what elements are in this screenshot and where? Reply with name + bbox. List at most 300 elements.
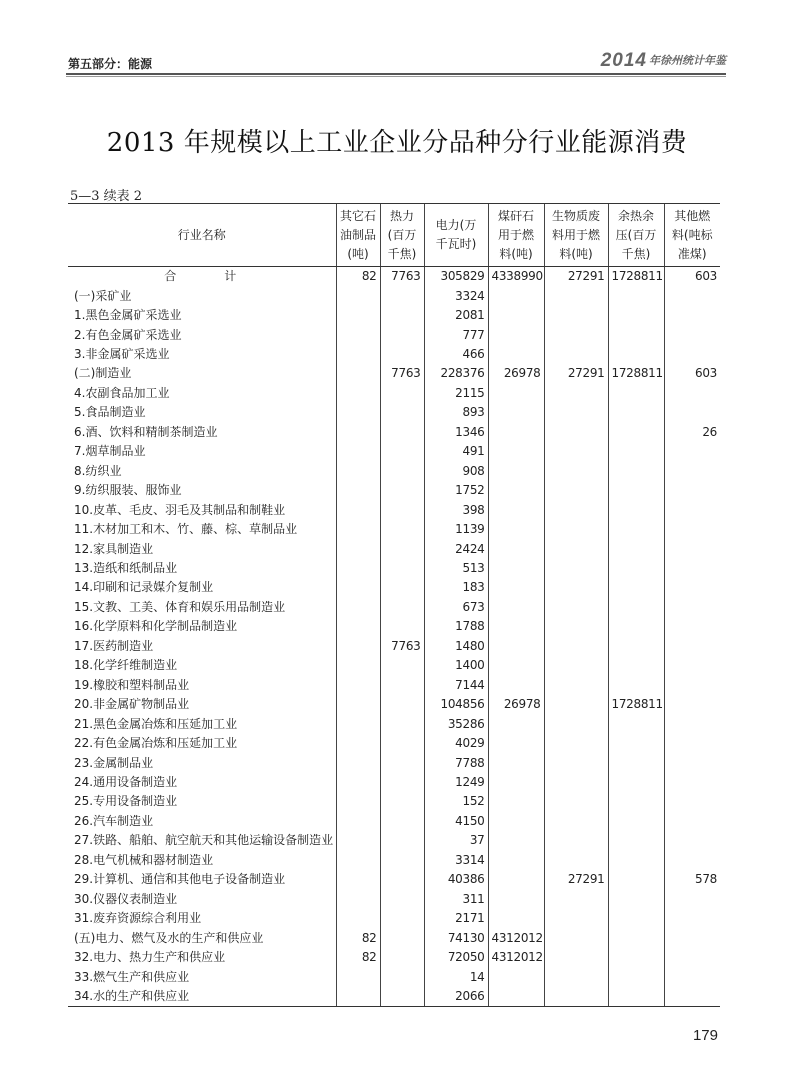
cell-value bbox=[380, 753, 424, 772]
cell-value bbox=[664, 442, 720, 461]
cell-value: 26978 bbox=[488, 695, 544, 714]
cell-value bbox=[608, 559, 664, 578]
cell-value bbox=[380, 792, 424, 811]
cell-value bbox=[664, 948, 720, 967]
cell-value bbox=[544, 734, 608, 753]
table-row bbox=[68, 909, 720, 928]
cell-value bbox=[608, 773, 664, 792]
cell-value bbox=[608, 384, 664, 403]
cell-value: 228376 bbox=[424, 364, 488, 383]
cell-value: 1139 bbox=[424, 520, 488, 539]
column-header bbox=[608, 204, 664, 267]
cell-value bbox=[336, 345, 380, 364]
cell-value bbox=[488, 773, 544, 792]
cell-value: 1728811 bbox=[608, 695, 664, 714]
cell-value bbox=[488, 909, 544, 928]
table-row bbox=[68, 890, 720, 909]
column-header bbox=[380, 204, 424, 267]
row-label: 22.有色金属冶炼和压延加工业 bbox=[74, 736, 238, 751]
column-header bbox=[336, 204, 380, 267]
cell-value bbox=[336, 637, 380, 656]
cell-value: 4312012 bbox=[488, 928, 544, 947]
row-label-total bbox=[68, 267, 336, 287]
cell-value bbox=[336, 812, 380, 831]
cell-value bbox=[488, 792, 544, 811]
column-header-line: 煤矸石 bbox=[497, 208, 534, 223]
table-row bbox=[68, 987, 720, 1007]
cell-value bbox=[664, 792, 720, 811]
row-label: 5.食品制造业 bbox=[74, 405, 146, 420]
cell-value bbox=[664, 462, 720, 481]
cell-value bbox=[608, 306, 664, 325]
cell-value bbox=[336, 851, 380, 870]
cell-value bbox=[488, 870, 544, 889]
cell-value bbox=[488, 753, 544, 772]
cell-value: 4338990 bbox=[488, 267, 544, 287]
cell-value bbox=[544, 987, 608, 1007]
cell-value bbox=[488, 403, 544, 422]
cell-value bbox=[664, 656, 720, 675]
cell-value bbox=[336, 967, 380, 986]
cell-value bbox=[608, 928, 664, 947]
cell-value bbox=[544, 520, 608, 539]
row-label: 28.电气机械和器材制造业 bbox=[74, 852, 214, 867]
cell-value: 4029 bbox=[424, 734, 488, 753]
row-label: 2.有色金属矿采选业 bbox=[74, 327, 182, 342]
cell-value bbox=[664, 403, 720, 422]
table-row bbox=[68, 967, 720, 986]
cell-value bbox=[336, 442, 380, 461]
cell-value: 27291 bbox=[544, 267, 608, 287]
cell-value bbox=[380, 948, 424, 967]
column-header-line: 压(百万 bbox=[615, 227, 657, 242]
row-label: 31.废弃资源综合利用业 bbox=[74, 911, 202, 926]
cell-value bbox=[544, 325, 608, 344]
column-header-line: (吨) bbox=[347, 246, 369, 261]
cell-value bbox=[544, 909, 608, 928]
cell-value bbox=[544, 500, 608, 519]
cell-value bbox=[608, 987, 664, 1007]
cell-value: 2424 bbox=[424, 539, 488, 558]
cell-value bbox=[544, 948, 608, 967]
cell-value: 7763 bbox=[380, 637, 424, 656]
cell-value bbox=[488, 286, 544, 305]
yearbook-name bbox=[601, 50, 726, 72]
cell-value bbox=[544, 306, 608, 325]
table-row bbox=[68, 773, 720, 792]
cell-value: 398 bbox=[424, 500, 488, 519]
cell-value: 2171 bbox=[424, 909, 488, 928]
cell-value bbox=[336, 539, 380, 558]
cell-value bbox=[664, 695, 720, 714]
table-row bbox=[68, 423, 720, 442]
cell-value: 3314 bbox=[424, 851, 488, 870]
cell-value: 183 bbox=[424, 578, 488, 597]
cell-value bbox=[380, 403, 424, 422]
cell-value bbox=[544, 676, 608, 695]
table-row-total bbox=[68, 267, 720, 287]
column-header bbox=[424, 204, 488, 267]
row-label: 33.燃气生产和供应业 bbox=[74, 969, 190, 984]
cell-value bbox=[336, 987, 380, 1007]
page-number: 179 bbox=[692, 1027, 718, 1044]
cell-value bbox=[608, 286, 664, 305]
cell-value: 7788 bbox=[424, 753, 488, 772]
cell-value: 82 bbox=[336, 267, 380, 287]
column-header-line: 热力 bbox=[389, 208, 414, 223]
row-label: 20.非金属矿物制品业 bbox=[74, 697, 190, 712]
cell-value bbox=[380, 928, 424, 947]
cell-value bbox=[544, 792, 608, 811]
cell-value bbox=[608, 967, 664, 986]
column-header bbox=[544, 204, 608, 267]
cell-value bbox=[336, 481, 380, 500]
cell-value bbox=[664, 773, 720, 792]
yearbook-year: 2014 bbox=[600, 50, 647, 71]
cell-value bbox=[336, 656, 380, 675]
cell-value: 1400 bbox=[424, 656, 488, 675]
cell-value bbox=[488, 598, 544, 617]
cell-value bbox=[380, 987, 424, 1007]
cell-value bbox=[488, 559, 544, 578]
cell-value bbox=[336, 325, 380, 344]
table-row bbox=[68, 617, 720, 636]
column-header-line: 余热余 bbox=[617, 208, 654, 223]
cell-value bbox=[336, 831, 380, 850]
cell-value bbox=[664, 481, 720, 500]
cell-value bbox=[488, 423, 544, 442]
cell-value bbox=[380, 773, 424, 792]
cell-value bbox=[608, 442, 664, 461]
cell-value: 1346 bbox=[424, 423, 488, 442]
cell-value: 14 bbox=[424, 967, 488, 986]
cell-value bbox=[336, 306, 380, 325]
cell-value: 27291 bbox=[544, 364, 608, 383]
table-row bbox=[68, 306, 720, 325]
column-header-line: 料(吨标 bbox=[671, 227, 713, 242]
cell-value: 3324 bbox=[424, 286, 488, 305]
column-header-line: 行业名称 bbox=[177, 227, 226, 242]
table-row bbox=[68, 539, 720, 558]
row-label: 3.非金属矿采选业 bbox=[74, 347, 170, 362]
cell-value: 578 bbox=[664, 870, 720, 889]
row-label: 25.专用设备制造业 bbox=[74, 794, 178, 809]
cell-value bbox=[488, 987, 544, 1007]
row-label: 10.皮革、毛皮、羽毛及其制品和制鞋业 bbox=[74, 502, 286, 517]
cell-value bbox=[608, 656, 664, 675]
column-header-line: 料用于燃 bbox=[551, 227, 600, 242]
row-label: 17.医药制造业 bbox=[74, 638, 154, 653]
cell-value bbox=[664, 851, 720, 870]
table-row bbox=[68, 753, 720, 772]
cell-value bbox=[380, 306, 424, 325]
cell-value bbox=[488, 345, 544, 364]
cell-value bbox=[544, 617, 608, 636]
cell-value bbox=[488, 520, 544, 539]
cell-value: 1728811 bbox=[608, 267, 664, 287]
cell-value bbox=[664, 384, 720, 403]
cell-value bbox=[664, 909, 720, 928]
cell-value: 7763 bbox=[380, 267, 424, 287]
cell-value bbox=[608, 481, 664, 500]
cell-value bbox=[608, 870, 664, 889]
cell-value bbox=[380, 695, 424, 714]
cell-value bbox=[664, 734, 720, 753]
cell-value bbox=[664, 598, 720, 617]
cell-value bbox=[488, 325, 544, 344]
table-row bbox=[68, 734, 720, 753]
cell-value bbox=[544, 812, 608, 831]
cell-value: 777 bbox=[424, 325, 488, 344]
cell-value bbox=[544, 481, 608, 500]
cell-value bbox=[608, 462, 664, 481]
cell-value: 27291 bbox=[544, 870, 608, 889]
cell-value bbox=[488, 637, 544, 656]
cell-value: 2115 bbox=[424, 384, 488, 403]
cell-value: 2081 bbox=[424, 306, 488, 325]
table-row bbox=[68, 384, 720, 403]
cell-value bbox=[544, 637, 608, 656]
cell-value bbox=[544, 462, 608, 481]
running-head bbox=[66, 50, 726, 72]
cell-value bbox=[544, 578, 608, 597]
table-row bbox=[68, 637, 720, 656]
cell-value bbox=[608, 617, 664, 636]
table-row bbox=[68, 928, 720, 947]
cell-value bbox=[488, 890, 544, 909]
row-label: 1.黑色金属矿采选业 bbox=[74, 308, 182, 323]
header-rule-thin bbox=[66, 76, 726, 77]
cell-value bbox=[488, 306, 544, 325]
cell-value bbox=[380, 384, 424, 403]
row-label: 14.印刷和记录媒介复制业 bbox=[74, 580, 214, 595]
row-label: 23.金属制品业 bbox=[74, 755, 154, 770]
column-header-line: (百万 bbox=[387, 227, 417, 242]
cell-value: 4150 bbox=[424, 812, 488, 831]
column-header-line: 准煤) bbox=[677, 246, 707, 261]
cell-value: 908 bbox=[424, 462, 488, 481]
cell-value bbox=[380, 500, 424, 519]
table-row bbox=[68, 520, 720, 539]
table-row bbox=[68, 345, 720, 364]
cell-value bbox=[488, 967, 544, 986]
cell-value bbox=[544, 423, 608, 442]
cell-value: 491 bbox=[424, 442, 488, 461]
cell-value bbox=[380, 967, 424, 986]
column-header-line: 千瓦时) bbox=[435, 237, 477, 251]
cell-value bbox=[336, 792, 380, 811]
cell-value bbox=[608, 792, 664, 811]
cell-value bbox=[380, 442, 424, 461]
cell-value bbox=[336, 734, 380, 753]
cell-value bbox=[608, 676, 664, 695]
cell-value bbox=[544, 286, 608, 305]
cell-value bbox=[488, 481, 544, 500]
cell-value bbox=[380, 851, 424, 870]
cell-value bbox=[544, 773, 608, 792]
cell-value bbox=[664, 987, 720, 1007]
cell-value bbox=[544, 384, 608, 403]
cell-value bbox=[664, 753, 720, 772]
table-row bbox=[68, 676, 720, 695]
cell-value bbox=[608, 578, 664, 597]
cell-value bbox=[488, 831, 544, 850]
cell-value: 513 bbox=[424, 559, 488, 578]
yearbook-title: 年徐州统计年鉴 bbox=[649, 55, 726, 67]
cell-value: 2066 bbox=[424, 987, 488, 1007]
cell-value bbox=[380, 890, 424, 909]
cell-value bbox=[544, 831, 608, 850]
cell-value bbox=[380, 539, 424, 558]
cell-value bbox=[664, 637, 720, 656]
cell-value bbox=[664, 967, 720, 986]
cell-value bbox=[336, 520, 380, 539]
cell-value bbox=[488, 384, 544, 403]
table-row bbox=[68, 578, 720, 597]
cell-value bbox=[664, 345, 720, 364]
cell-value bbox=[380, 345, 424, 364]
cell-value bbox=[664, 676, 720, 695]
cell-value bbox=[664, 539, 720, 558]
cell-value bbox=[380, 831, 424, 850]
cell-value bbox=[608, 890, 664, 909]
cell-value: 893 bbox=[424, 403, 488, 422]
table-row bbox=[68, 481, 720, 500]
cell-value bbox=[544, 598, 608, 617]
cell-value bbox=[488, 656, 544, 675]
cell-value bbox=[608, 831, 664, 850]
total-label-char: 合 bbox=[164, 269, 177, 284]
column-header-line: 油制品 bbox=[339, 227, 376, 242]
cell-value bbox=[488, 734, 544, 753]
cell-value bbox=[488, 676, 544, 695]
table-title: 2013 年规模以上工业企业分品种分行业能源消费 bbox=[106, 128, 688, 158]
cell-value: 74130 bbox=[424, 928, 488, 947]
total-label-char: 计 bbox=[224, 269, 237, 284]
cell-value bbox=[336, 578, 380, 597]
cell-value bbox=[544, 695, 608, 714]
table-body bbox=[68, 267, 720, 1007]
cell-value bbox=[380, 812, 424, 831]
cell-value bbox=[608, 423, 664, 442]
table-row bbox=[68, 559, 720, 578]
cell-value: 26 bbox=[664, 423, 720, 442]
row-label: 27.铁路、船舶、航空航天和其他运输设备制造业 bbox=[74, 833, 334, 848]
cell-value: 72050 bbox=[424, 948, 488, 967]
cell-value bbox=[488, 442, 544, 461]
row-label: 30.仪器仪表制造业 bbox=[74, 891, 178, 906]
cell-value bbox=[664, 890, 720, 909]
cell-value bbox=[380, 462, 424, 481]
table-row bbox=[68, 812, 720, 831]
cell-value bbox=[608, 851, 664, 870]
cell-value bbox=[380, 520, 424, 539]
row-label: (一)采矿业 bbox=[74, 288, 132, 303]
table-row bbox=[68, 870, 720, 889]
cell-value: 7144 bbox=[424, 676, 488, 695]
cell-value: 673 bbox=[424, 598, 488, 617]
table-row bbox=[68, 442, 720, 461]
table-row bbox=[68, 831, 720, 850]
cell-value bbox=[608, 948, 664, 967]
cell-value: 603 bbox=[664, 267, 720, 287]
table-row bbox=[68, 656, 720, 675]
row-label: 21.黑色金属冶炼和压延加工业 bbox=[74, 716, 238, 731]
cell-value bbox=[608, 539, 664, 558]
cell-value: 1249 bbox=[424, 773, 488, 792]
header-rule bbox=[66, 73, 726, 75]
table-header-row bbox=[68, 204, 720, 267]
cell-value bbox=[544, 753, 608, 772]
row-label: 6.酒、饮料和精制茶制造业 bbox=[74, 424, 218, 439]
cell-value bbox=[380, 481, 424, 500]
cell-value bbox=[664, 520, 720, 539]
cell-value: 26978 bbox=[488, 364, 544, 383]
cell-value bbox=[380, 714, 424, 733]
cell-value bbox=[380, 578, 424, 597]
column-header-line: 千焦) bbox=[621, 246, 651, 261]
cell-value bbox=[664, 325, 720, 344]
cell-value bbox=[664, 578, 720, 597]
cell-value bbox=[544, 928, 608, 947]
cell-value bbox=[336, 617, 380, 636]
cell-value: 104856 bbox=[424, 695, 488, 714]
table-subtitle: 5—3 续表 2 bbox=[70, 189, 143, 204]
column-header-line: 用于燃 bbox=[497, 227, 534, 242]
row-label: 32.电力、热力生产和供应业 bbox=[74, 950, 226, 965]
row-label: 13.造纸和纸制品业 bbox=[74, 561, 178, 576]
section-label: 第五部分：能源 bbox=[68, 57, 153, 71]
cell-value bbox=[488, 617, 544, 636]
cell-value: 466 bbox=[424, 345, 488, 364]
table-row bbox=[68, 286, 720, 305]
cell-value bbox=[488, 462, 544, 481]
cell-value bbox=[488, 578, 544, 597]
cell-value bbox=[608, 403, 664, 422]
cell-value bbox=[380, 870, 424, 889]
column-header bbox=[488, 204, 544, 267]
cell-value bbox=[544, 890, 608, 909]
row-label: 24.通用设备制造业 bbox=[74, 775, 178, 789]
cell-value bbox=[380, 598, 424, 617]
cell-value bbox=[336, 909, 380, 928]
column-header-line: 生物质废 bbox=[551, 208, 600, 223]
cell-value bbox=[488, 812, 544, 831]
cell-value bbox=[664, 831, 720, 850]
cell-value bbox=[664, 500, 720, 519]
table-row bbox=[68, 598, 720, 617]
cell-value bbox=[664, 812, 720, 831]
cell-value bbox=[336, 714, 380, 733]
cell-value bbox=[336, 753, 380, 772]
column-header bbox=[664, 204, 720, 267]
cell-value bbox=[380, 909, 424, 928]
cell-value bbox=[664, 928, 720, 947]
cell-value bbox=[336, 384, 380, 403]
cell-value: 1788 bbox=[424, 617, 488, 636]
cell-value: 35286 bbox=[424, 714, 488, 733]
table-row bbox=[68, 714, 720, 733]
cell-value bbox=[664, 714, 720, 733]
cell-value bbox=[608, 520, 664, 539]
cell-value bbox=[544, 656, 608, 675]
energy-consumption-table bbox=[68, 203, 720, 1007]
cell-value bbox=[488, 714, 544, 733]
cell-value: 152 bbox=[424, 792, 488, 811]
cell-value bbox=[336, 364, 380, 383]
row-label: 11.木材加工和木、竹、藤、棕、草制品业 bbox=[74, 522, 298, 537]
cell-value bbox=[336, 870, 380, 889]
